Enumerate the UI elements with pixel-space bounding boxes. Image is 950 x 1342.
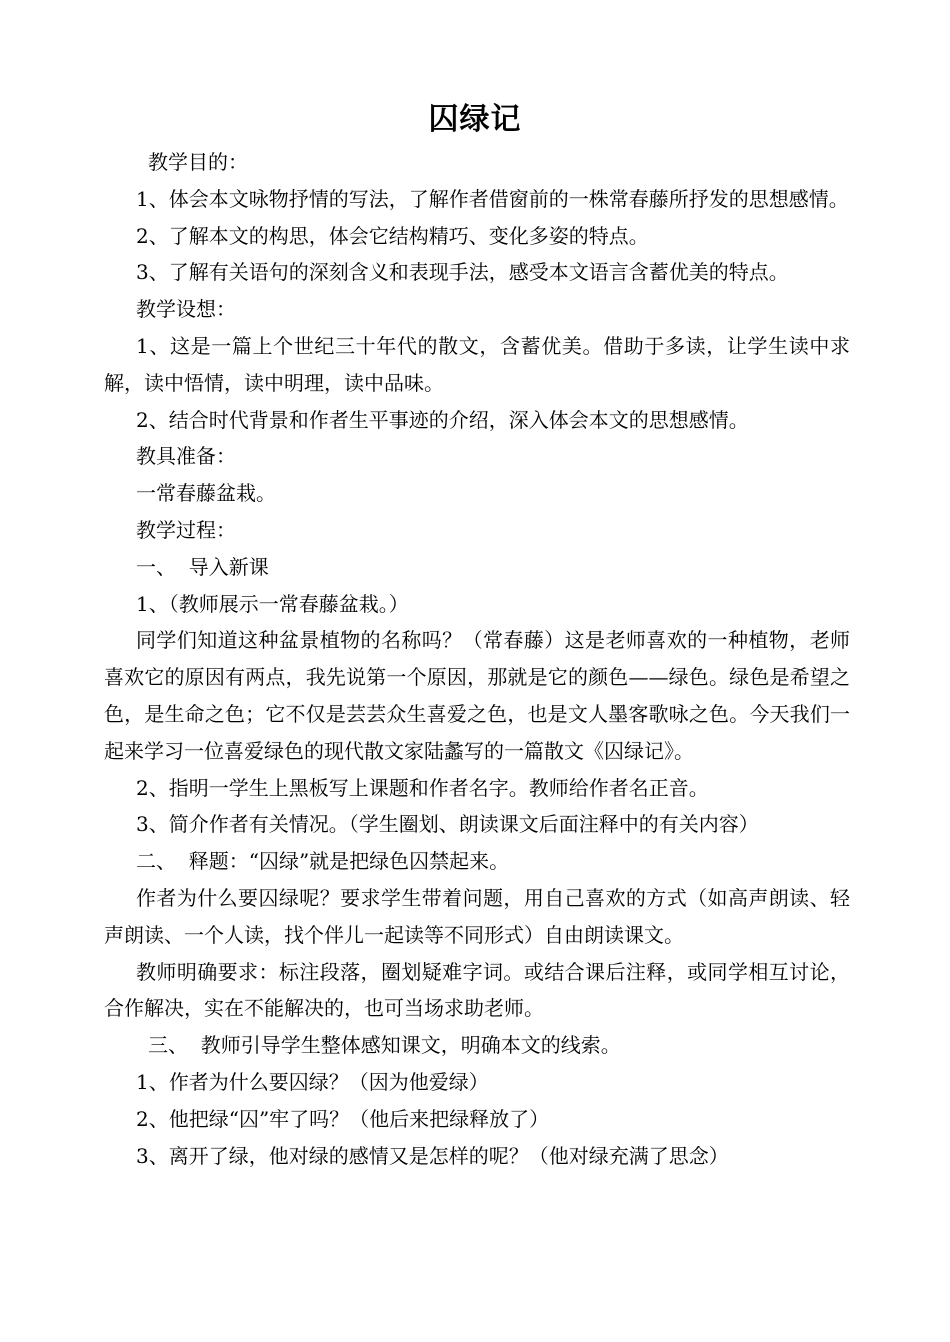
step-heading: 二、 释题：“囚绿”就是把绿色囚禁起来。	[136, 849, 510, 874]
paragraph: 3、简介作者有关情况。（学生圈划、朗读课文后面注释中的有关内容）	[136, 812, 759, 837]
paragraph: 2、指明一学生上黑板写上课题和作者名字。教师给作者名正音。	[136, 775, 709, 800]
paragraph: 同学们知道这种盆景植物的名称吗？（常春藤）这是老师喜欢的一种植物，老师喜欢它的原因有两点，我先说第一个原因，那就是它的颜色——绿色。绿色是希望之色，是生命之色；它不仅是芸芸众生喜爱之色，也是文人墨客歌咏之色。今天我们一起来学习一位喜爱绿色的现代散文家陆蠡写的一篇散文《囚绿记》。	[104, 628, 850, 763]
paragraph: 作者为什么要囚绿呢？要求学生带着问题，用自己喜欢的方式（如高声朗读、轻声朗读、一个人读，找个伴儿一起读等不同形式）自由朗读课文。	[104, 885, 850, 947]
paragraph: 2、他把绿“囚”牢了吗？（他后来把绿释放了）	[136, 1106, 550, 1131]
step-heading: 三、 教师引导学生整体感知课文，明确本文的线索。	[148, 1033, 621, 1058]
paragraph: 3、离开了绿，他对绿的感情又是怎样的呢？（他对绿充满了思念）	[136, 1143, 729, 1168]
paragraph: 1、（教师展示一常春藤盆栽。）	[136, 591, 409, 616]
document-title: 囚绿记	[428, 102, 522, 137]
paragraph: 3、了解有关语句的深刻含义和表现手法，感受本文语言含蓄优美的特点。	[136, 260, 789, 285]
paragraph: 2、结合时代背景和作者生平事迹的介绍，深入体会本文的思想感情。	[136, 407, 749, 432]
paragraph: 1、作者为什么要囚绿？（因为他爱绿）	[136, 1069, 489, 1094]
paragraph: 2、了解本文的构思，体会它结构精巧、变化多姿的特点。	[136, 223, 649, 248]
paragraph: 1、体会本文咏物抒情的写法，了解作者借窗前的一株常春藤所抒发的思想感情。	[136, 186, 849, 211]
step-heading: 一、 导入新课	[136, 554, 269, 579]
paragraph: 1、这是一篇上个世纪三十年代的散文，含蓄优美。借助于多读，让学生读中求解，读中悟情，读中明理，读中品味。	[104, 333, 850, 395]
section-heading-process: 教学过程：	[136, 517, 236, 542]
paragraph: 教师明确要求：标注段落，圈划疑难字词。或结合课后注释，或同学相互讨论，合作解决，实在不能解决的，也可当场求助老师。	[104, 959, 850, 1021]
document-body	[104, 144, 850, 1174]
section-heading-materials: 教具准备：	[136, 444, 236, 469]
paragraph: 一常春藤盆栽。	[136, 481, 276, 506]
section-heading-objectives: 教学目的：	[148, 150, 248, 174]
section-heading-design: 教学设想：	[136, 297, 236, 322]
